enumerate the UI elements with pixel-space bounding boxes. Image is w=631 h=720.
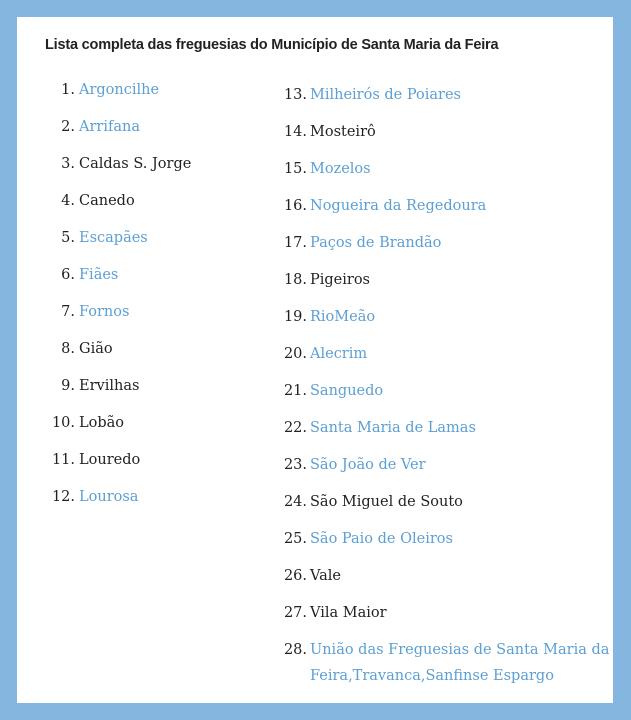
item-number: 6. xyxy=(61,267,75,283)
parish-link[interactable]: Nogueira da Regedoura xyxy=(310,198,487,214)
parish-link[interactable]: Arrifana xyxy=(79,119,140,135)
item-number: 18. xyxy=(283,272,307,288)
item-number: 21. xyxy=(283,383,307,399)
item-number: 1. xyxy=(61,82,75,98)
item-number: 7. xyxy=(61,304,75,320)
item-number: 19. xyxy=(283,309,307,325)
parish-name: Vila Maior xyxy=(310,605,387,621)
item-number: 25. xyxy=(283,531,307,547)
parish-name: Mosteirô xyxy=(310,124,376,140)
parish-link[interactable]: Paços de Brandão xyxy=(310,235,442,251)
parish-link[interactable]: Argoncilhe xyxy=(79,82,160,98)
parish-name: Lobão xyxy=(79,415,125,431)
parish-link[interactable]: Lourosa xyxy=(79,489,139,505)
parish-name: Louredo xyxy=(79,452,141,468)
item-number: 27. xyxy=(283,605,307,621)
parish-name: Ervilhas xyxy=(79,378,140,394)
parish-link[interactable]: São João de Ver xyxy=(310,457,426,473)
item-number: 11. xyxy=(51,452,75,468)
parish-link[interactable]: Milheirós de Poiares xyxy=(310,87,461,103)
content-panel xyxy=(17,17,613,703)
parish-link[interactable]: RioMeão xyxy=(310,309,376,325)
parish-link[interactable]: São Paio de Oleiros xyxy=(310,531,453,547)
parish-name: Gião xyxy=(79,341,113,357)
parish-link[interactable]: União das Freguesias de Santa Maria da Feira,Travanca,Sanfinse Espargo xyxy=(310,642,610,684)
item-number: 23. xyxy=(283,457,307,473)
parish-link[interactable]: Mozelos xyxy=(310,161,371,177)
parish-name: Canedo xyxy=(79,193,135,209)
item-number: 26. xyxy=(283,568,307,584)
item-number: 14. xyxy=(283,124,307,140)
parish-link[interactable]: Escapães xyxy=(79,230,148,246)
parish-name: Vale xyxy=(310,568,342,584)
parish-name: São Miguel de Souto xyxy=(310,494,463,510)
item-number: 28. xyxy=(283,642,307,658)
item-number: 20. xyxy=(283,346,307,362)
parish-link[interactable]: Santa Maria de Lamas xyxy=(310,420,476,436)
item-number: 12. xyxy=(51,489,75,505)
parish-link[interactable]: Sanguedo xyxy=(310,383,384,399)
item-number: 22. xyxy=(283,420,307,436)
item-number: 3. xyxy=(61,156,75,172)
parish-link[interactable]: Fornos xyxy=(79,304,130,320)
item-number: 15. xyxy=(283,161,307,177)
parish-name: Pigeiros xyxy=(310,272,370,288)
item-number: 17. xyxy=(283,235,307,251)
item-number: 10. xyxy=(51,415,75,431)
item-number: 13. xyxy=(283,87,307,103)
page-title: Lista completa das freguesias do Município de Santa Maria da Feira xyxy=(45,37,499,53)
parish-name: Caldas S. Jorge xyxy=(79,156,192,172)
item-number: 5. xyxy=(61,230,75,246)
parish-link[interactable]: Fiães xyxy=(79,267,119,283)
item-number: 2. xyxy=(61,119,75,135)
item-number: 9. xyxy=(61,378,75,394)
item-number: 8. xyxy=(61,341,75,357)
item-number: 4. xyxy=(61,193,75,209)
item-number: 24. xyxy=(283,494,307,510)
item-number: 16. xyxy=(283,198,307,214)
parish-link[interactable]: Alecrim xyxy=(310,346,368,362)
